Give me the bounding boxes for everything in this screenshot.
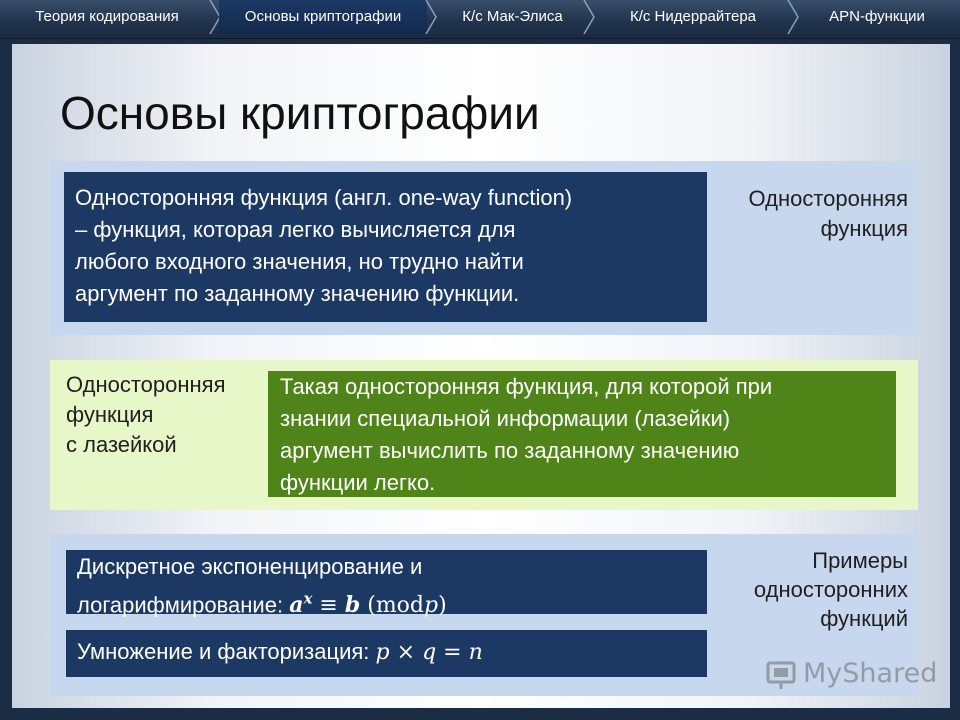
- example-factorization: [66, 630, 707, 677]
- example-line-prefix: Умножение и факторизация:: [77, 639, 376, 664]
- one-way-function-label: [748, 184, 908, 244]
- nav-separator-arrow-icon: [582, 0, 596, 34]
- label-line: Односторонняя: [748, 186, 908, 211]
- formula-n: n: [468, 640, 483, 665]
- label-line: функция: [820, 216, 908, 241]
- examples-label: [754, 546, 908, 633]
- label-line: Примеры: [812, 548, 908, 573]
- example-line: [77, 583, 697, 622]
- formula-p: p: [375, 640, 390, 665]
- example-discrete-exponentiation: [66, 550, 707, 619]
- definition-line: аргумент по заданному значению функции.: [75, 281, 520, 306]
- watermark: [765, 656, 938, 692]
- definition-line: – функция, которая легко вычисляется для: [75, 217, 516, 242]
- label-line: функций: [820, 606, 908, 631]
- formula-times: ×: [396, 640, 416, 665]
- trapdoor-function-definition: [268, 371, 896, 497]
- nav-separator-arrow-icon: [424, 0, 438, 34]
- example-line: Дискретное экспоненцирование и: [77, 554, 423, 579]
- definition-line: Односторонняя функция (англ. one-way function): [75, 185, 573, 210]
- label-line: функция: [66, 402, 154, 427]
- label-line: с лазейкой: [66, 432, 177, 457]
- definition-line: любого входного значения, но трудно найти: [75, 249, 524, 274]
- formula-mod: (mod: [367, 593, 425, 619]
- formula-rhs: b: [344, 592, 361, 619]
- one-way-function-definition: [64, 172, 707, 322]
- definition-line: Такая односторонняя функция, для которой при: [280, 374, 773, 399]
- definition-line: знании специальной информации (лазейки): [280, 406, 731, 431]
- formula-close-paren: ): [438, 593, 447, 619]
- nav-item-mceliece[interactable]: К/с Мак-Элиса: [462, 8, 563, 25]
- nav-item-apn-functions[interactable]: APN-функции: [829, 8, 925, 25]
- example-line-prefix: логарифмирование:: [77, 592, 290, 618]
- slide-content: [12, 44, 950, 708]
- formula-q: q: [422, 640, 437, 665]
- formula-modulus: p: [424, 593, 439, 619]
- definition-line: функции легко.: [280, 470, 436, 495]
- nav-separator-arrow-icon: [786, 0, 800, 34]
- trapdoor-function-label: [66, 370, 226, 460]
- formula-exponent: x: [303, 590, 313, 608]
- nav-item-crypto-basics[interactable]: Основы криптографии: [219, 0, 427, 34]
- formula-equals: =: [443, 640, 462, 665]
- formula-base: a: [289, 592, 304, 619]
- nav-item-coding-theory[interactable]: Теория кодирования: [35, 8, 179, 25]
- definition-line: аргумент вычислить по заданному значению: [280, 438, 740, 463]
- formula-congruence: ≡: [319, 593, 338, 619]
- discrete-log-formula: [289, 590, 447, 619]
- nav-item-niederreiter[interactable]: К/с Нидеррайтера: [629, 8, 756, 25]
- watermark-text: MyShared: [803, 658, 938, 689]
- label-line: односторонних: [753, 577, 908, 602]
- slideshow-logo-icon: [765, 658, 799, 692]
- topic-navigation-bar: [0, 0, 960, 39]
- factorization-formula: [376, 640, 483, 665]
- label-line: Односторонняя: [66, 372, 226, 397]
- page-title: Основы криптографии: [60, 87, 540, 139]
